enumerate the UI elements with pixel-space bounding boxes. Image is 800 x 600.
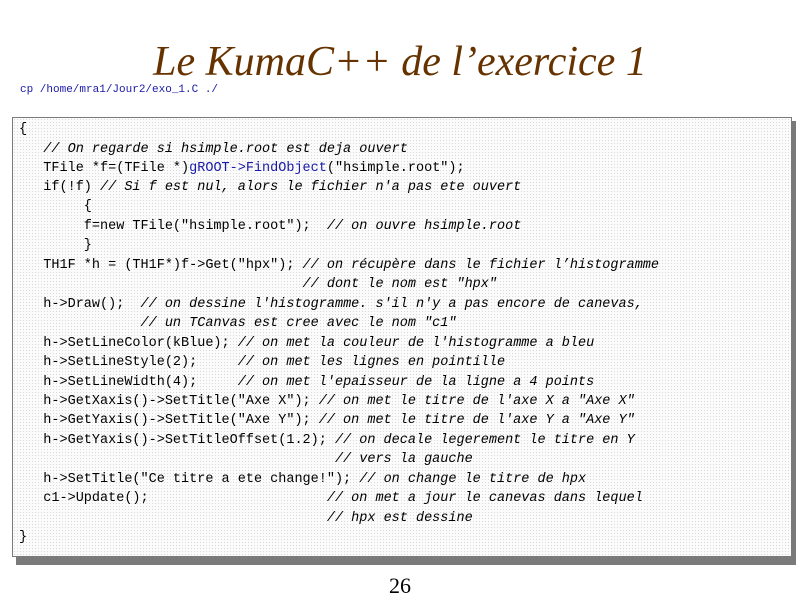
code-comment: // un TCanvas est cree avec le nom "c1": [140, 316, 457, 331]
code-line: [19, 277, 497, 293]
code-text: f=new TFile("hsimple.root");: [19, 219, 327, 234]
code-comment: // on decale legerement le titre en Y: [334, 433, 635, 448]
code-comment: // on dessine l'histogramme. s'il n'y a pas encore de canevas,: [140, 297, 643, 312]
code-line-comment: [19, 142, 408, 158]
code-line: [19, 355, 505, 371]
code-text: [19, 316, 141, 331]
code-box: [12, 117, 792, 557]
slide-title: Le KumaC++ de l’exercice 1: [153, 39, 647, 85]
code-line: [19, 180, 521, 196]
code-text: h->SetLineWidth(4);: [19, 375, 238, 390]
code-line: [19, 511, 473, 527]
code-comment: // on met la couleur de l'histogramme a bleu: [237, 336, 595, 351]
code-line: [19, 375, 594, 391]
code-line: {: [19, 199, 92, 214]
code-text: h->SetLineColor(kBlue);: [19, 336, 238, 351]
code-line: [19, 433, 635, 449]
code-line: [19, 219, 521, 235]
code-comment: // on met a jour le canevas dans lequel: [326, 491, 643, 506]
code-text: ("hsimple.root");: [326, 161, 465, 176]
page-number: 26: [389, 573, 411, 598]
code-comment: // on met le titre de l'axe Y a "Axe Y": [318, 413, 635, 428]
code-text: h->GetXaxis()->SetTitle("Axe X");: [19, 394, 319, 409]
code-text: if(!f): [19, 180, 101, 195]
code-line: [19, 394, 635, 410]
code-comment: // on récupère dans le fichier l’histogramme: [302, 258, 660, 273]
code-line: [19, 491, 643, 507]
code-line: [19, 316, 456, 332]
code-line: [19, 472, 586, 488]
code-keyword: gROOT->FindObject: [189, 161, 327, 176]
code-text: [19, 511, 327, 526]
code-line: [19, 161, 465, 177]
code-comment: // Si f est nul, alors le fichier n'a pas ete ouvert: [100, 180, 522, 195]
code-comment: // on met le titre de l'axe X a "Axe X": [318, 394, 635, 409]
code-comment: // on met l'epaisseur de la ligne a 4 points: [237, 375, 595, 390]
code-line: [19, 413, 635, 429]
code-comment: // vers la gauche: [334, 452, 473, 467]
code-text: h->Draw();: [19, 297, 141, 312]
code-text: h->SetTitle("Ce titre a ete change!");: [19, 472, 360, 487]
code-line: }: [19, 238, 92, 253]
code-text: c1->Update();: [19, 491, 327, 506]
code-comment: // on met les lignes en pointille: [237, 355, 506, 370]
code-comment: // dont le nom est "hpx": [302, 277, 497, 292]
code-line: [19, 297, 643, 313]
code-line: [19, 258, 659, 274]
code-text: TFile *f=(TFile *): [19, 161, 190, 176]
code-text: h->GetYaxis()->SetTitle("Axe Y");: [19, 413, 319, 428]
code-text: h->SetLineStyle(2);: [19, 355, 238, 370]
copy-command: cp /home/mra1/Jour2/exo_1.C ./: [20, 84, 219, 96]
code-line: [19, 452, 473, 468]
code-line: }: [19, 530, 28, 545]
code-comment: // hpx est dessine: [326, 511, 473, 526]
code-text: TH1F *h = (TH1F*)f->Get("hpx");: [19, 258, 303, 273]
code-text: h->GetYaxis()->SetTitleOffset(1.2);: [19, 433, 335, 448]
code-line: [19, 336, 594, 352]
code-comment: // on ouvre hsimple.root: [326, 219, 522, 234]
code-comment: // On regarde si hsimple.root est deja ouvert: [19, 142, 408, 157]
code-text: [19, 277, 303, 292]
code-text: [19, 452, 335, 467]
code-comment: // on change le titre de hpx: [359, 472, 587, 487]
code-line: {: [19, 122, 28, 137]
